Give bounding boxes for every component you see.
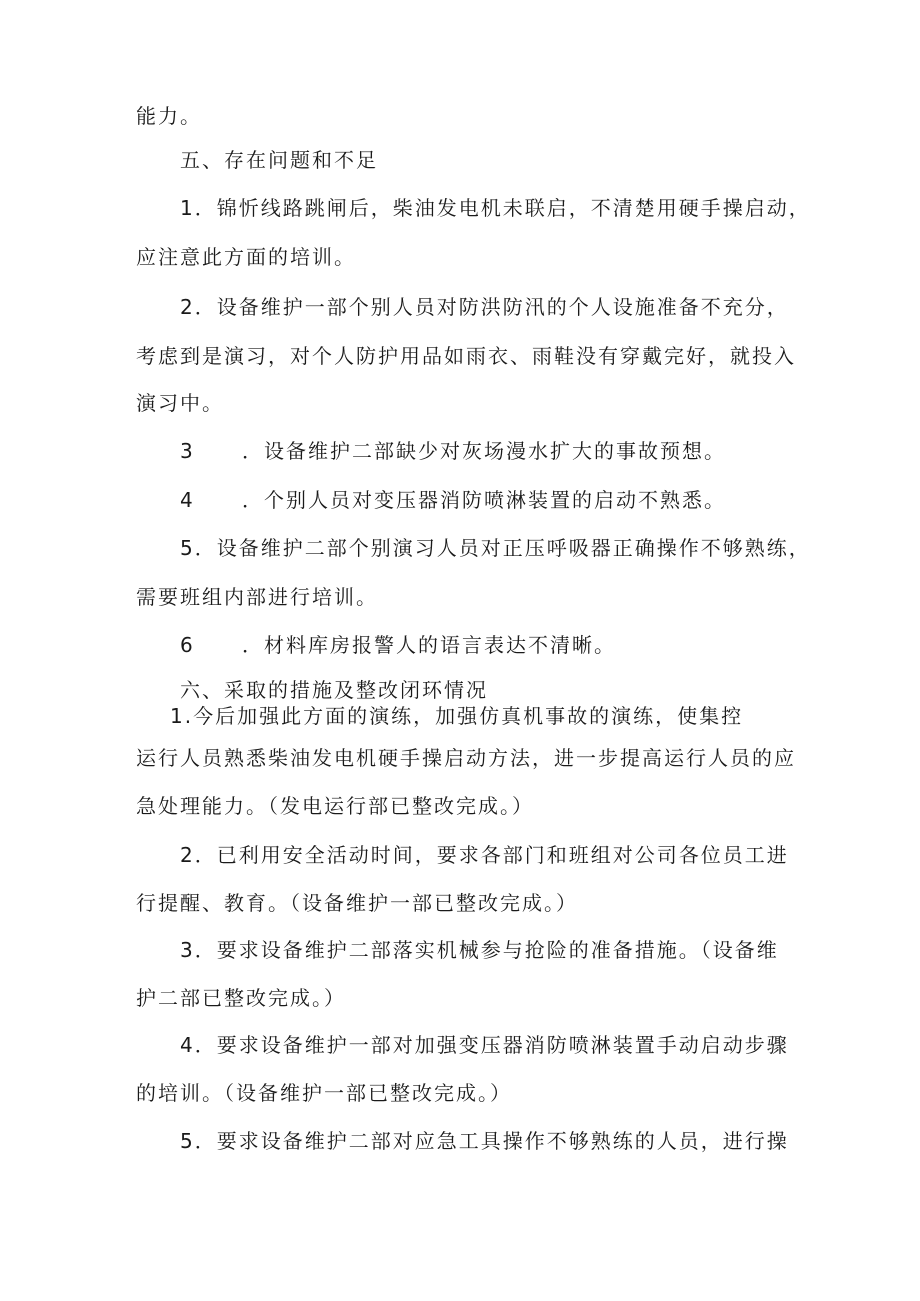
list-text: ．材料库房报警人的语言表达不清晰。: [242, 633, 616, 657]
list-number: 3: [180, 439, 195, 463]
text-line: 急处理能力。（发电运行部已整改完成。）: [136, 794, 534, 818]
list-item: [180, 486, 726, 514]
list-text: ．个别人员对变压器消防喷淋装置的启动不熟悉。: [242, 488, 726, 512]
section-heading: 五、存在问题和不足: [180, 148, 378, 172]
text-line: 考虑到是演习，对个人防护用品如雨衣、雨鞋没有穿戴完好，就投入: [136, 344, 796, 368]
text-line: 2．已利用安全活动时间，要求各部门和班组对公司各位员工进: [180, 843, 789, 867]
text-line: 演习中。: [136, 391, 224, 415]
text-line: 运行人员熟悉柴油发电机硬手操启动方法，进一步提高运行人员的应: [136, 746, 796, 770]
list-number: 4: [180, 488, 195, 512]
list-item: [180, 631, 616, 659]
text-line: 能力。: [136, 104, 202, 128]
text-line: 2．设备维护一部个别人员对防洪防汛的个人设施准备不充分，: [180, 295, 789, 319]
text-line: 应注意此方面的培训。: [136, 245, 356, 269]
text-line: 5．设备维护二部个别演习人员对正压呼吸器正确操作不够熟练，: [180, 536, 811, 560]
text-line: 3．要求设备维护二部落实机械参与抢险的准备措施。（设备维: [180, 938, 779, 962]
text-line: 行提醒、教育。（设备维护一部已整改完成。）: [136, 891, 578, 915]
list-item: [180, 437, 726, 465]
text-line: 5．要求设备维护二部对应急工具操作不够熟练的人员，进行操: [180, 1129, 789, 1153]
text-line: 需要班组内部进行培训。: [136, 585, 378, 609]
text-line: 4．要求设备维护一部对加强变压器消防喷淋装置手动启动步骤: [180, 1033, 789, 1057]
text-line: 的培训。（设备维护一部已整改完成。）: [136, 1081, 512, 1105]
section-heading: 六、采取的措施及整改闭环情况: [180, 678, 488, 702]
list-number: 6: [180, 633, 195, 657]
list-text: ．设备维护二部缺少对灰场漫水扩大的事故预想。: [242, 439, 726, 463]
text-line: 1.今后加强此方面的演练，加强仿真机事故的演练，使集控: [170, 704, 744, 728]
text-line: 1．锦忻线路跳闸后，柴油发电机未联启，不清楚用硬手操启动，: [180, 196, 811, 220]
text-line: 护二部已整改完成。）: [136, 986, 346, 1010]
